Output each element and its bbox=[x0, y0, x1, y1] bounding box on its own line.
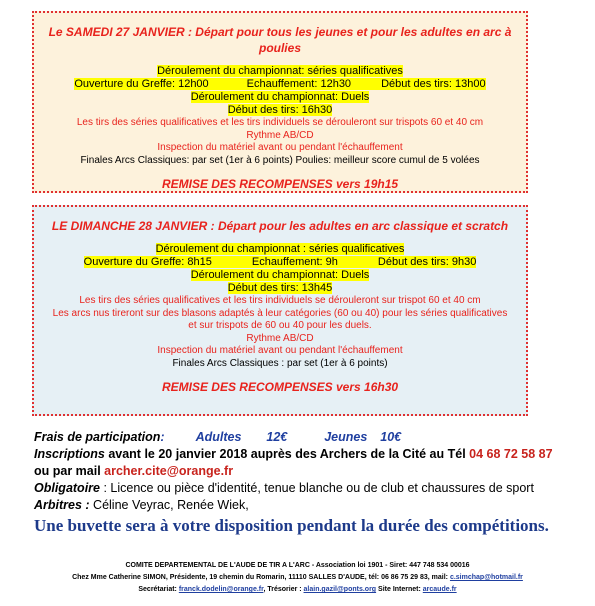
sunday-inspection: Inspection du matériel avant ou pendant l'échauffement bbox=[157, 345, 403, 356]
fees-jeunes-price: 10€ bbox=[380, 430, 402, 444]
footer-line-3: Secrétariat: franck.dodelin@orange.fr, Trésorier : alain.gazil@ponts.org Site Internet: arcaude.fr bbox=[138, 586, 457, 593]
saturday-debut: Début des tirs: 13h00 bbox=[381, 78, 486, 90]
saturday-section bbox=[32, 11, 528, 193]
saturday-rythme: Rythme AB/CD bbox=[246, 129, 314, 141]
saturday-headline: Le SAMEDI 27 JANVIER : Départ pour tous les jeunes et pour les adultes en arc à poulies bbox=[48, 25, 512, 55]
buvette-notice: Une buvette sera à votre disposition pendant la durée des compétitions. bbox=[34, 516, 549, 535]
sunday-schedule bbox=[84, 256, 477, 268]
saturday-qual-title: Déroulement du championnat: séries qualificatives bbox=[157, 65, 403, 77]
saturday-finales: Finales Arcs Classiques: par set (1er à 6 points) Poulies: meilleur score cumul de 5 volées bbox=[80, 154, 480, 166]
obligatoire-line: Obligatoire : Licence ou pièce d'identité, tenue blanche ou de club et chaussures de sport bbox=[34, 481, 534, 495]
sunday-nus-1: Les arcs nus tireront sur des blasons adaptés à leur catégories (60 ou 40) pour les séries qualificatives bbox=[52, 307, 508, 319]
contact-email-link[interactable]: archer.cite@orange.fr bbox=[104, 464, 234, 478]
inscriptions-label: Inscriptions bbox=[34, 447, 105, 461]
fees-label: Frais de participation bbox=[34, 430, 161, 444]
mail-line: ou par mail archer.cite@orange.fr bbox=[34, 464, 234, 478]
saturday-greffe: Ouverture du Greffe: 12h00 bbox=[74, 78, 209, 90]
sunday-duels-title: Déroulement du championnat: Duels bbox=[190, 269, 370, 281]
saturday-echauffement: Echauffement: 12h30 bbox=[246, 78, 352, 90]
treasurer-email-link[interactable]: alain.gazil@ponts.org bbox=[303, 586, 377, 593]
footer-line-1: COMITE DEPARTEMENTAL DE L'AUDE DE TIR A L'ARC - Association loi 1901 - Siret: 447 748 534 00016 bbox=[125, 562, 470, 569]
arbitres-line: Arbitres : Céline Veyrac, Renée Wiek, bbox=[34, 498, 249, 512]
sunday-duels-debut: Début des tirs: 13h45 bbox=[227, 282, 333, 294]
secretary-email-link[interactable]: franck.dodelin@orange.fr bbox=[178, 586, 264, 593]
sunday-remise: REMISE DES RECOMPENSES vers 16h30 bbox=[161, 380, 399, 394]
saturday-schedule bbox=[74, 78, 485, 90]
fees-jeunes: Jeunes bbox=[324, 430, 368, 444]
sunday-section bbox=[32, 205, 528, 416]
fees-adultes: Adultes bbox=[195, 430, 242, 444]
phone-number[interactable]: 04 68 72 58 87 bbox=[469, 447, 553, 461]
sunday-rythme: Rythme AB/CD bbox=[246, 332, 314, 344]
footer-line-2: Chez Mme Catherine SIMON, Présidente, 19 chemin du Romarin, 11110 SALLES D'AUDE, tél: 06 86 75 29 83, mail: c.simchap@hotmail.fr bbox=[72, 574, 523, 581]
saturday-trispots: Les tirs des séries qualificatives et les tirs individuels se dérouleront sur trispots 60 et 40 cm bbox=[76, 117, 484, 128]
president-email-link[interactable]: c.simchap@hotmail.fr bbox=[449, 574, 523, 581]
website-link[interactable]: arcaude.fr bbox=[422, 586, 457, 593]
sunday-qual-title: Déroulement du championnat : séries qualificatives bbox=[155, 243, 405, 255]
sunday-finales: Finales Arcs Classiques : par set (1er à 6 points) bbox=[172, 357, 388, 369]
inscriptions-line: Inscriptions avant le 20 janvier 2018 auprès des Archers de la Cité au Tél 04 68 72 58 87 bbox=[34, 447, 553, 461]
fees-adultes-price: 12€ bbox=[266, 430, 288, 444]
saturday-duels-debut: Début des tirs: 16h30 bbox=[227, 104, 333, 116]
saturday-inspection: Inspection du matériel avant ou pendant l'échauffement bbox=[157, 142, 403, 153]
sunday-echauffement: Echauffement: 9h bbox=[251, 256, 338, 268]
saturday-remise: REMISE DES RECOMPENSES vers 19h15 bbox=[161, 177, 399, 191]
saturday-duels-title: Déroulement du championnat: Duels bbox=[190, 91, 370, 103]
footer bbox=[0, 560, 595, 596]
obligatoire-label: Obligatoire bbox=[34, 481, 100, 495]
arbitres-label: Arbitres : bbox=[34, 498, 90, 512]
sunday-nus-2: et sur trispots de 60 ou 40 pour les duels. bbox=[188, 320, 372, 331]
sunday-headline: LE DIMANCHE 28 JANVIER : Départ pour les adultes en arc classique et scratch bbox=[51, 219, 509, 233]
sunday-trispots: Les tirs des séries qualificatives et les tirs individuels se dérouleront sur trispot 60 et 40 cm bbox=[79, 295, 481, 306]
sunday-debut: Début des tirs: 9h30 bbox=[377, 256, 477, 268]
sunday-greffe: Ouverture du Greffe: 8h15 bbox=[83, 256, 212, 268]
fees-line: Frais de participation: Adultes 12€ Jeunes 10€ bbox=[34, 430, 402, 444]
info-section bbox=[34, 429, 553, 514]
